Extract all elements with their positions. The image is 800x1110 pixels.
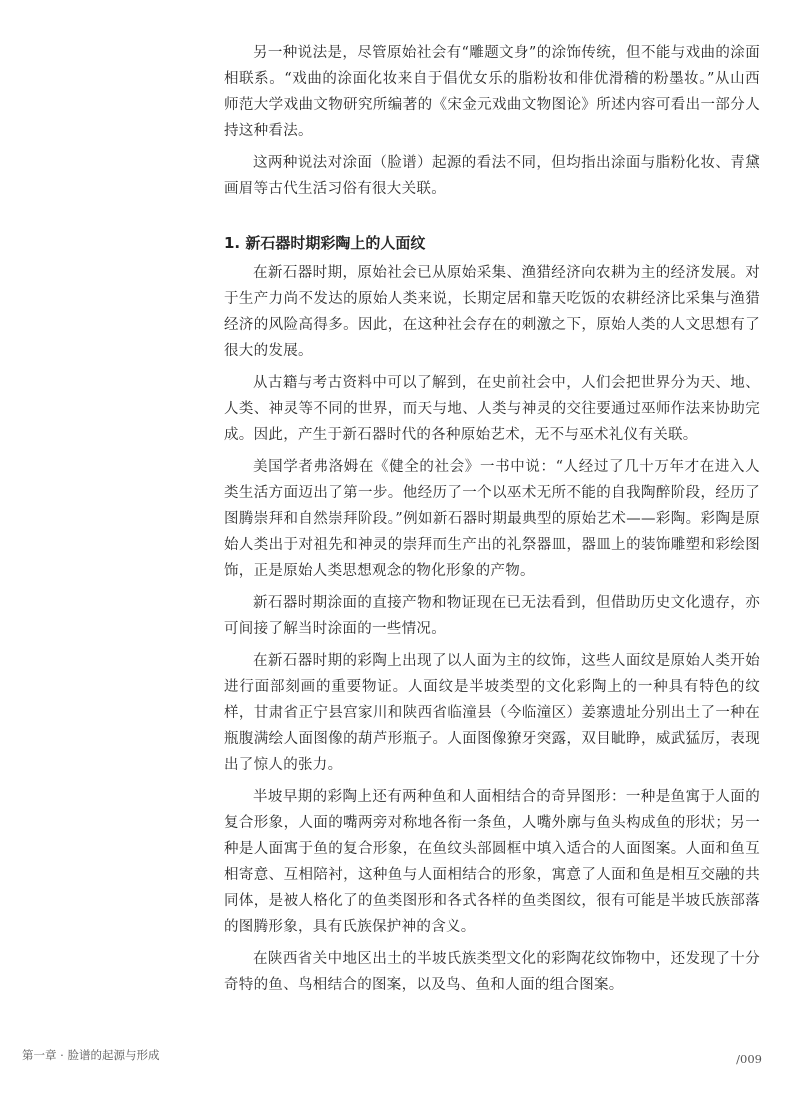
section-heading: 1. 新石器时期彩陶上的人面纹: [224, 234, 426, 252]
section-paragraph-7: 在陕西省关中地区出土的半坡氏族类型文化的彩陶花纹饰物中，还发现了十分奇特的鱼、鸟相结合的图案，以及鸟、鱼和人面的组合图案。: [224, 951, 760, 993]
section-paragraph-1: 在新石器时期，原始社会已从原始采集、渔猎经济向农耕为主的经济发展。对于生产力尚不发达的原始人类来说，长期定居和靠天吃饭的农耕经济比采集与渔猎经济的风险高得多。因此，在这种社会存在的刺激之下，原始人类的人文思想有了很大的发展。: [224, 265, 760, 359]
section-paragraph-6: 半坡早期的彩陶上还有两种鱼和人面相结合的奇异图形：一种是鱼寓于人面的复合形象，人面的嘴两旁对称地各衔一条鱼，人嘴外廓与鱼头构成鱼的形状；另一种是人面寓于鱼的复合形象，在鱼纹头部圆框中填入适合的人面图案。人面和鱼互相寄意、互相陪衬，这种鱼与人面相结合的形象，寓意了人面和鱼是相互交融的共同体，是被人格化了的鱼类图形和各式各样的鱼类图纹，很有可能是半坡氏族部落的图腾形象，具有氏族保护神的含义。: [224, 789, 760, 935]
section-paragraph-3: 美国学者弗洛姆在《健全的社会》一书中说：“人经过了几十万年才在进入人类生活方面迈出了第一步。他经历了一个以巫术无所不能的自我陶醉阶段，经历了图腾崇拜和自然崇拜阶段。”例如新石器时期最典型的原始艺术——彩陶。彩陶是原始人类出于对祖先和神灵的崇拜而生产出的礼祭器皿，器皿上的装饰雕塑和彩绘图饰，正是原始人类思想观念的物化形象的产物。: [224, 459, 760, 579]
section-paragraph-4: 新石器时期涂面的直接产物和物证现在已无法看到，但借助历史文化遗存，亦可间接了解当时涂面的一些情况。: [224, 595, 760, 637]
section-paragraph-2: 从古籍与考古资料中可以了解到，在史前社会中，人们会把世界分为天、地、人类、神灵等不同的世界，而天与地、人类与神灵的交往要通过巫师作法来协助完成。因此，产生于新石器时代的各种原始艺术，无不与巫术礼仪有关联。: [224, 375, 760, 443]
intro-paragraph-1: 另一种说法是，尽管原始社会有“雕题文身”的涂饰传统，但不能与戏曲的涂面相联系。“戏曲的涂面化妆来自于倡优女乐的脂粉妆和俳优滑稽的粉墨妆。”从山西师范大学戏曲文物研究所编著的《宋金元戏曲文物图论》所述内容可看出一部分人持这种看法。: [224, 45, 760, 139]
page-number: /009: [736, 1052, 762, 1066]
section-text: [224, 260, 760, 998]
footer-chapter-title: 第一章 · 脸谱的起源与形成: [22, 1048, 160, 1062]
intro-text: [224, 40, 760, 202]
intro-paragraph-2: 这两种说法对涂面（脸谱）起源的看法不同，但均指出涂面与脂粉化妆、青黛画眉等古代生活习俗有很大关联。: [224, 155, 760, 197]
section-paragraph-5: 在新石器时期的彩陶上出现了以人面为主的纹饰，这些人面纹是原始人类开始进行面部刻画的重要物证。人面纹是半坡类型的文化彩陶上的一种具有特色的纹样，甘肃省正宁县宫家川和陕西省临潼县（今临潼区）姜寨遗址分别出土了一种在瓶腹满绘人面图像的葫芦形瓶子。人面图像獠牙突露，双目眦睁，威武猛厉，表现出了惊人的张力。: [224, 653, 760, 773]
